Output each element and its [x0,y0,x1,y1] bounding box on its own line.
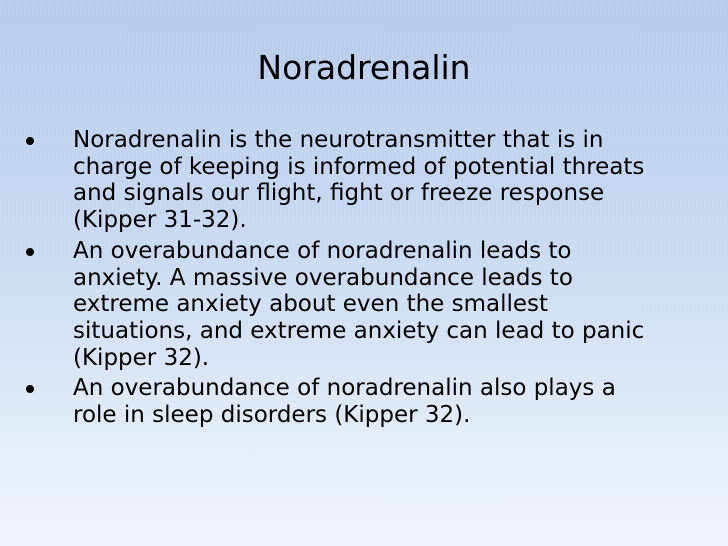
bullet-line: role in sleep disorders (Kipper 32). [73,402,471,429]
bullet-line: (Kipper 31-32). [73,207,247,234]
bullet-item [20,375,720,428]
bullet-line: An overabundance of noradrenalin also plays a [73,375,616,402]
bullet-line: situations, and extreme anxiety can lead to panic [73,317,645,344]
bullet-dot-icon [26,137,34,145]
slide-title: Noradrenalin [257,48,471,87]
bullet-line: and signals our flight, fight or freeze response [73,180,605,207]
bullet-line: extreme anxiety about even the smallest [73,291,549,318]
bullet-line: charge of keeping is informed of potential threats [73,153,645,180]
bullet-line: anxiety. A massive overabundance leads to [73,264,573,291]
bullet-list [20,127,720,433]
bullet-line: Noradrenalin is the neurotransmitter that is in [73,127,604,153]
bullet-item [20,238,720,372]
bullet-item [20,127,720,234]
bullet-dot-icon [26,385,34,393]
bullet-line: (Kipper 32). [73,344,210,371]
bullet-line: An overabundance of noradrenalin leads to [73,237,572,264]
bullet-dot-icon [26,248,34,256]
